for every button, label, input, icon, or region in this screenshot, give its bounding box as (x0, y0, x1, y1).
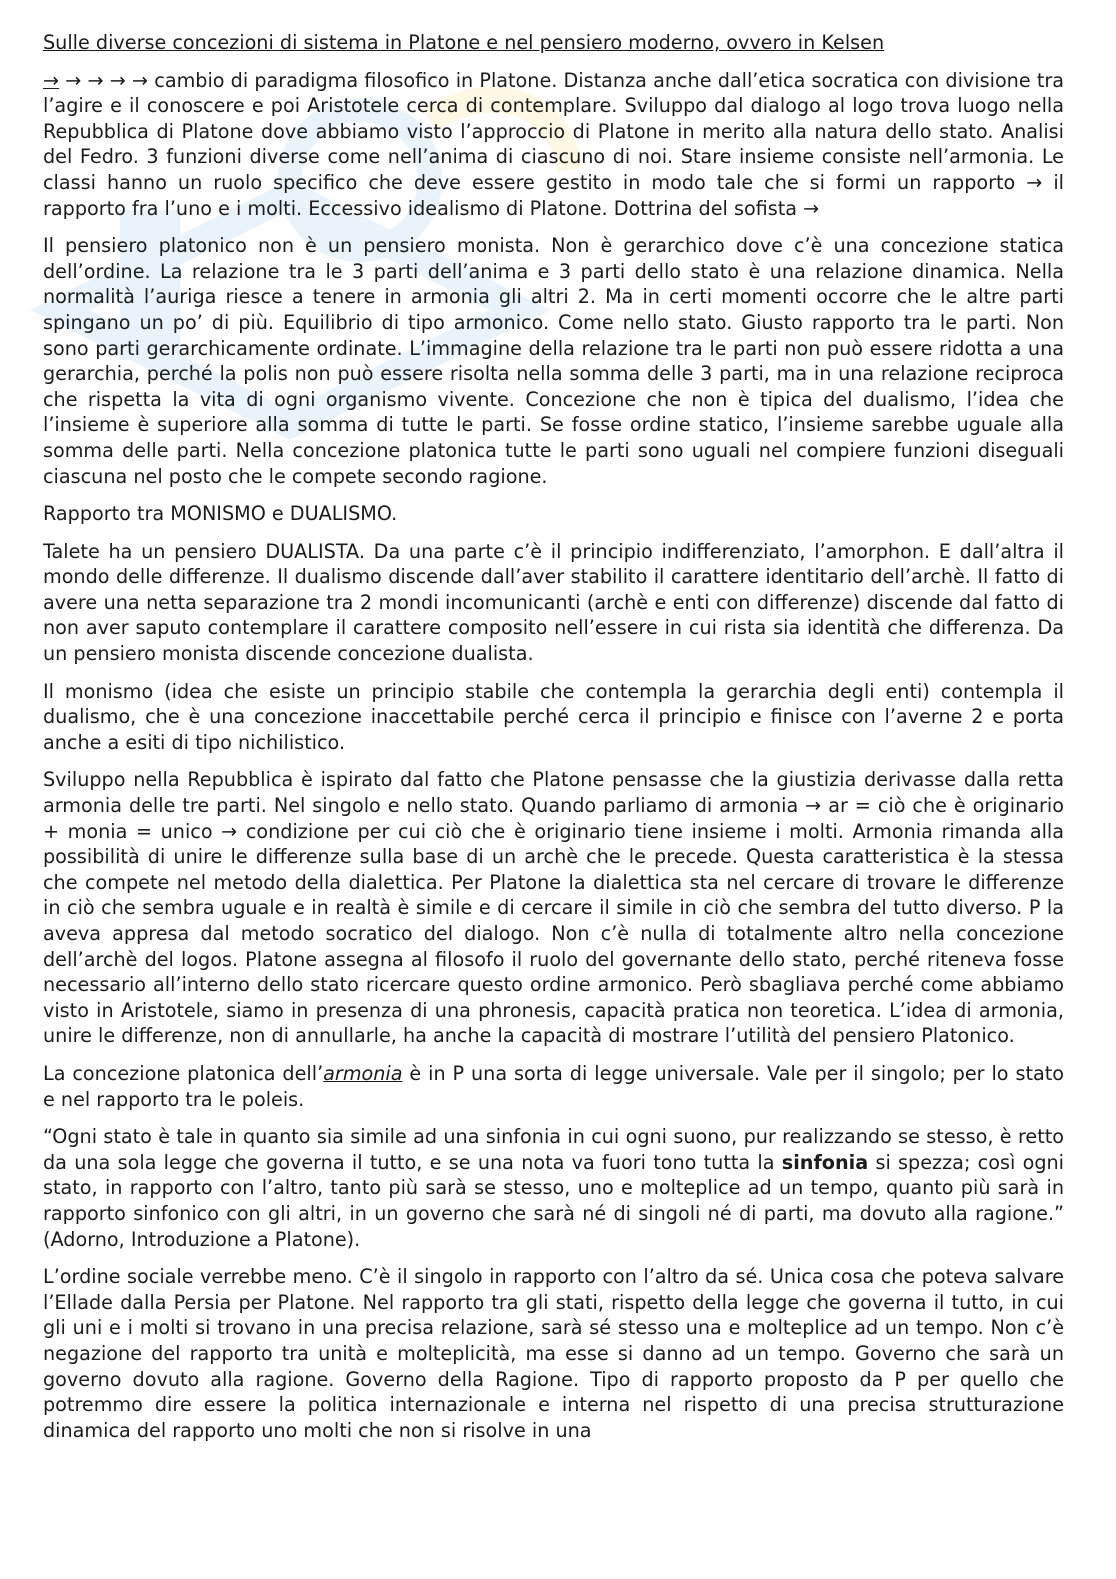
paragraph-9: L’ordine sociale verrebbe meno. C’è il singolo in rapporto con l’altro da sé. Unica cosa che poteva salvare l’Ellade dalla Persia per Platone. Nel rapporto tra gli stati, rispetto della legge che governa il tutto, in cui gli uni e i molti si trovano in una precisa relazione, sarà sé stesso una e molteplice ad un tempo. Non c’è negazione del rapporto tra unità e molteplicità, ma esse si danno ad un tempo. Governo che sarà un governo dovuto alla ragione. Governo della Ragione. Tipo di rapporto proposto da P per quello che potremmo dire essere la politica internazionale e interna nel rispetto di una precisa strutturazione dinamica del rapporto uno molti che non si risolve in una (43, 1265, 1064, 1442)
quote-before: “Ogni stato è tale in quanto sia simile ad una sinfonia in cui ogni suono, pur realizzando se stesso, è retto da una sola legge che governa il tutto, e se una nota va fuori tono tutta la (43, 1125, 1064, 1174)
paragraph-1 (43, 68, 1064, 222)
paragraph-7-after: è in P una sorta di legge universale. Vale per il singolo; per lo stato e nel rapporto tra le poleis. (43, 1061, 1064, 1111)
paragraph-4: Talete ha un pensiero DUALISTA. Da una parte c’è il principio indifferenziato, l’amorphon. E dall’altra il mondo delle differenze. Il dualismo discende dall’aver stabilito il carattere identitario dell’archè. Il fatto di avere una netta separazione tra 2 mondi incomunicanti (archè e enti con differenze) discende dal fatto di non aver saputo contemplare il carattere composito nell’essere in cui rista sia identità che differenza. Da un pensiero monista discende concezione dualista. (43, 539, 1064, 666)
paragraph-6: Sviluppo nella Repubblica è ispirato dal fatto che Platone pensasse che la giustizia derivasse dalla retta armonia delle tre parti. Nel singolo e nello stato. Quando parliamo di armonia → ar = ciò che è originario + monia = unico → condizione per cui ciò che è originario tiene insieme i molti. Armonia rimanda alla possibilità di unire le differenze sulla base di un archè che le precede. Questa caratteristica è la stessa che compete nel metodo della dialettica. Per Platone la dialettica sta nel cercare di trovare le differenze in ciò che sembra uguale e in realtà è simile e di cercare il simile in ciò che sembra del tutto diverso. P la aveva appresa dal metodo socratico del dialogo. Non c’è nulla di totalmente altro nella concezione dell’archè del logos. Platone assegna al filosofo il ruolo del governante dello stato, perché riteneva fosse necessario all’interno dello stato ricercare questo ordine armonico. Però sbagliava perché come abbiamo visto in Aristotele, siamo in presenza di una phronesis, capacità pratica non teoretica. L’idea di armonia, unire le differenze, non di annullarle, ha anche la capacità di mostrare l’utilità del pensiero Platonico. (43, 768, 1064, 1048)
arrow-sequence: → → → → (59, 68, 155, 92)
paragraph-7 (43, 1061, 1064, 1112)
document-title: Sulle diverse concezioni di sistema in Platone e nel pensiero moderno, ovvero in Kelsen (43, 31, 885, 54)
paragraph-2: Il pensiero platonico non è un pensiero monista. Non è gerarchico dove c’è una concezione statica dell’ordine. La relazione tra le 3 parti dell’anima e 3 parti dello stato è una relazione dinamica. Nella normalità l’auriga riesce a tenere in armonia gli altri 2. Ma in certi momenti occorre che le altre parti spingano un po’ di più. Equilibrio di tipo armonico. Come nello stato. Giusto rapporto tra le parti. Non sono parti gerarchicamente ordinate. L’immagine della relazione tra le parti non può essere ridotta a una gerarchia, perché la polis non può essere risolta nella somma delle 3 parti, ma in una relazione reciproca che rispetta la vita di ogni organismo vivente. Concezione che non è tipica del dualismo, l’idea che l’insieme è superiore alla somma di tutte le parti. Se fosse ordine statico, l’insieme sarebbe uguale alla somma delle parti. Nella concezione platonica tutte le parti sono uguali nel compiere funzioni diseguali ciascuna nel posto che le compete secondo ragione. (43, 234, 1064, 488)
paragraph-7-before: La concezione platonica dell’ (43, 1061, 324, 1085)
quote-after: si spezza; così ogni stato, in rapporto con l’altro, tanto più sarà se stesso, uno e molteplice ad un tempo, quanto più sarà in rapporto sinfonico con gli altri, in un governo che sarà né di singoli né di parti, ma dovuto alla ragione.” (Adorno, Introduzione a Platone). (43, 1150, 1064, 1251)
paragraph-5: Il monismo (idea che esiste un principio stabile che contempla la gerarchia degli enti) contempla il dualismo, che è una concezione inaccettabile perché cerca il principio e finisce con l’averne 2 e porta anche a esiti di tipo nichilistico. (43, 679, 1064, 754)
section-heading-monismo-dualismo: Rapporto tra MONISMO e DUALISMO. (43, 502, 398, 526)
paragraph-1-text: cambio di paradigma filosofico in Platone. Distanza anche dall’etica socratica con divisione tra l’agire e il conoscere e poi Aristotele cerca di contemplare. Sviluppo dal dialogo al logo trova luogo nella Repubblica di Platone dove abbiamo visto l’approccio di Platone in merito alla natura dello stato. Analisi del Fedro. 3 funzioni diverse come nell’anima di ciascuno di noi. Stare insieme consiste nell’armonia. Le classi hanno un ruolo specifico che deve essere gestito in modo tale che si formi un rapporto → il rapporto fra l’uno e i molti. Eccessivo idealismo di Platone. Dottrina del sofista → (43, 68, 1064, 220)
bold-sinfonia: sinfonia (781, 1150, 869, 1174)
lead-arrow: → (43, 68, 60, 92)
quote-paragraph (43, 1124, 1064, 1252)
emphasis-armonia: armonia (323, 1061, 403, 1085)
